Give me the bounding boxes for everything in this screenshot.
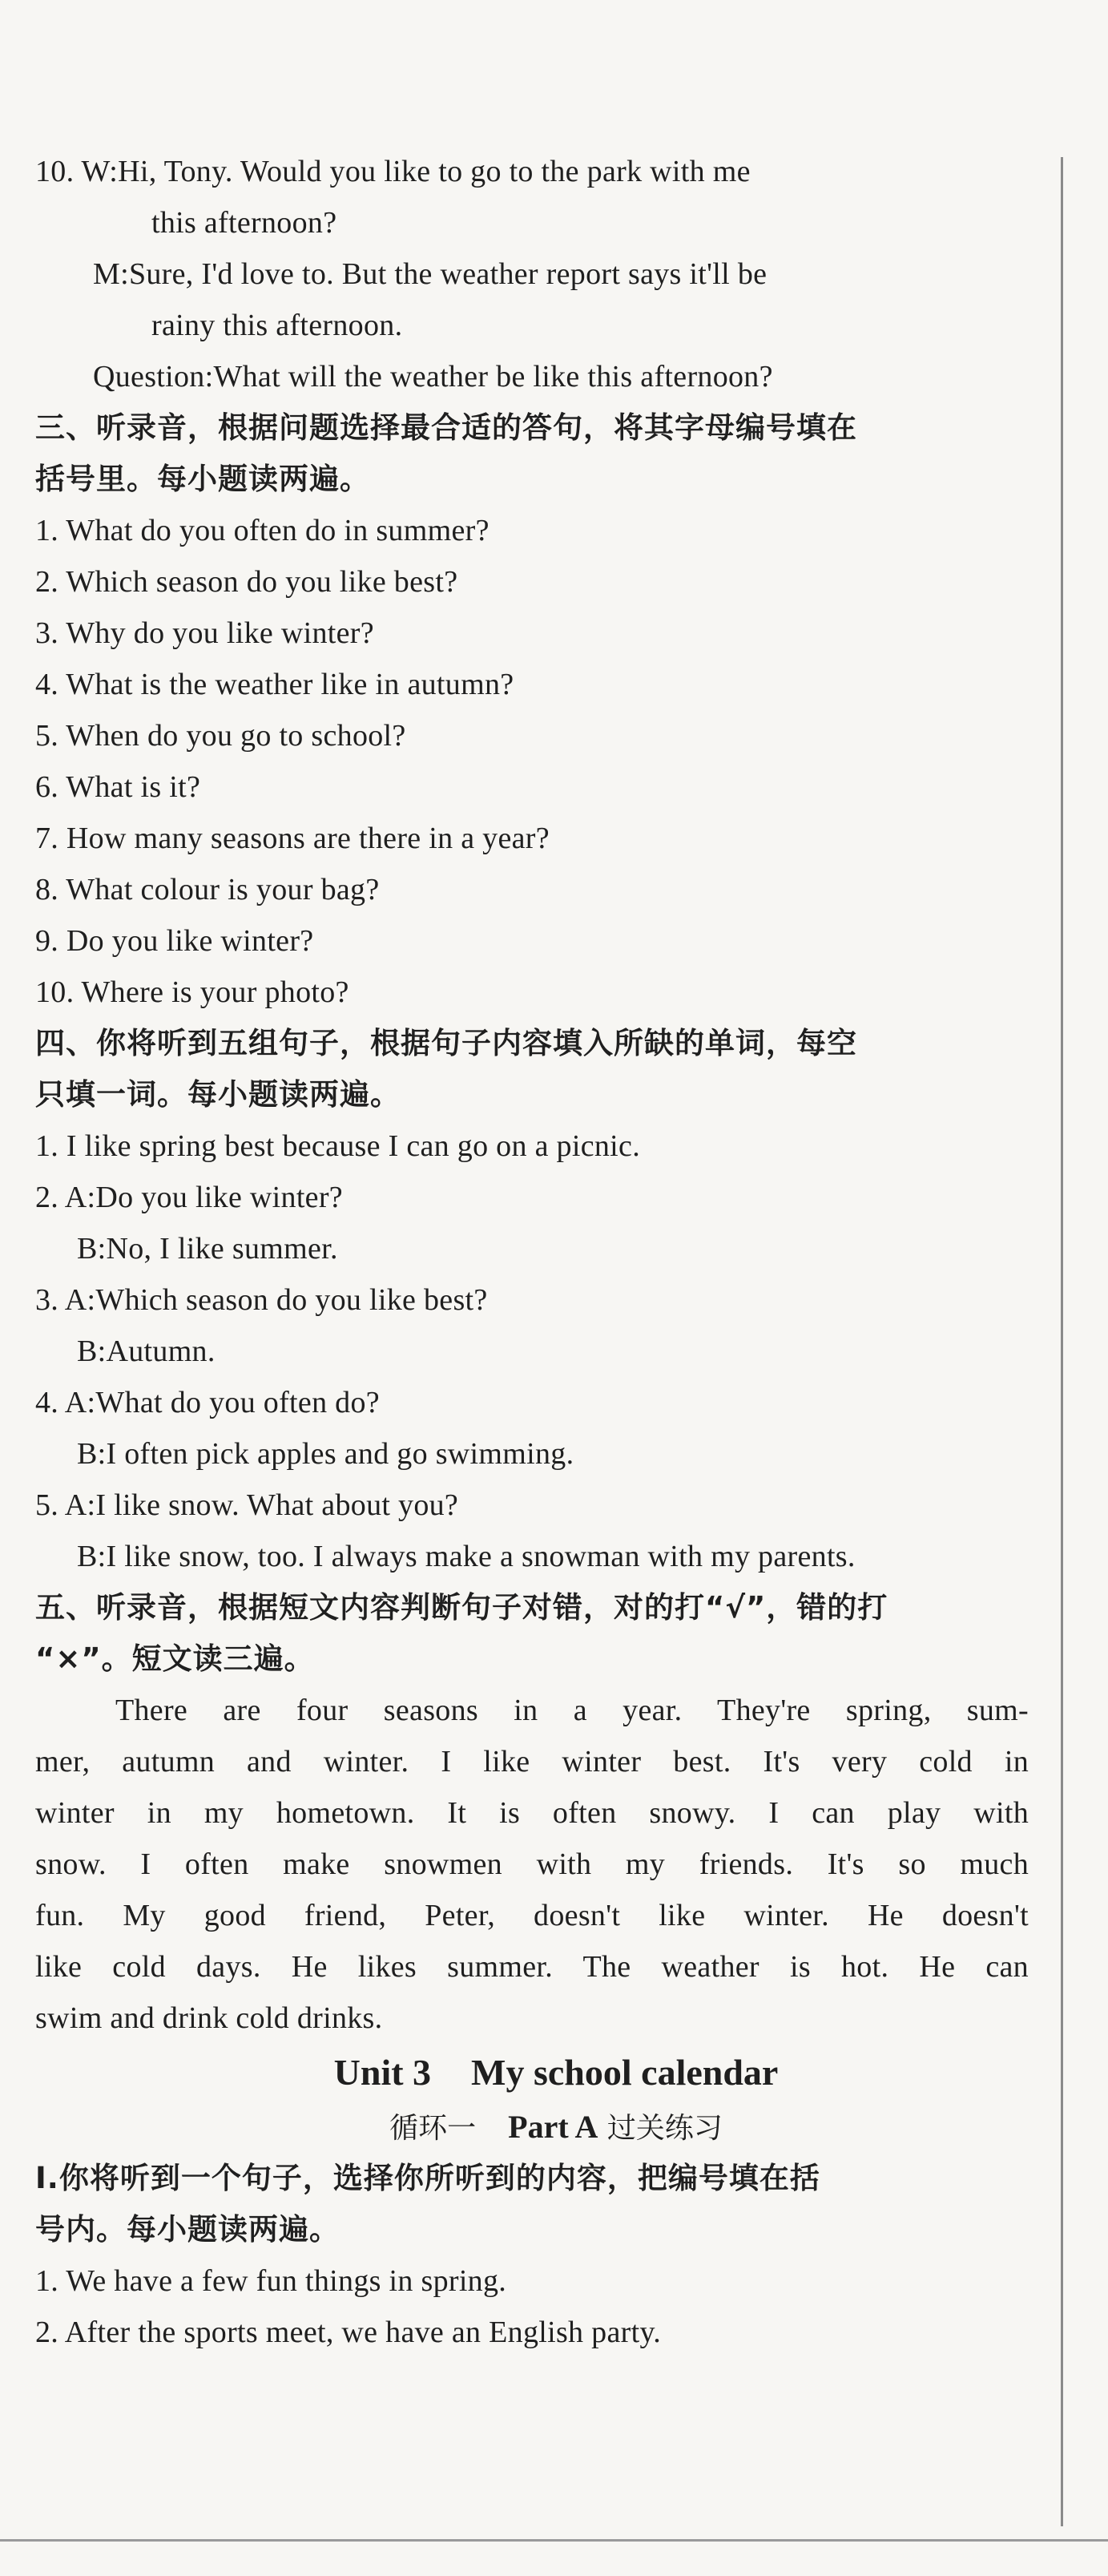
list-item: 6. What is it? xyxy=(35,770,201,804)
list-item: 2. Which season do you like best? xyxy=(35,565,458,599)
question-10-w-line: 10. W:Hi, Tony. Would you like to go to the park with me xyxy=(35,155,751,188)
list-item: 4. What is the weather like in autumn? xyxy=(35,668,514,701)
list-item: 7. How many seasons are there in a year? xyxy=(35,822,550,855)
list-item: B:I often pick apples and go swimming. xyxy=(77,1437,574,1471)
passage-line: There are four seasons in a year. They're spring, sum- xyxy=(115,1694,1029,1727)
passage-line: mer, autumn and winter. I like winter best. It's very cold in xyxy=(35,1745,1029,1779)
section-4-heading-continued: 只填一词。每小题读两遍。 xyxy=(35,1077,401,1112)
list-item: B:Autumn. xyxy=(77,1334,216,1368)
section-3-heading: 三、听录音，根据问题选择最合适的答句，将其字母编号填在 xyxy=(35,410,857,445)
passage-line: winter in my hometown. It is often snowy. I can play with xyxy=(35,1796,1029,1830)
list-item: 2. After the sports meet, we have an English party. xyxy=(35,2316,662,2349)
list-item: B:No, I like summer. xyxy=(77,1232,338,1266)
section-3-heading-continued: 括号里。每小题读两遍。 xyxy=(35,462,370,496)
list-item: B:I like snow, too. I always make a snowman with my parents. xyxy=(77,1540,856,1573)
question-10-m-continuation: rainy this afternoon. xyxy=(151,309,403,342)
passage-line: fun. My good friend, Peter, doesn't like winter. He doesn't xyxy=(35,1899,1029,1932)
unit-heading xyxy=(35,2044,1029,2102)
list-item: 1. We have a few fun things in spring. xyxy=(35,2264,507,2298)
unit-label: Unit 3 xyxy=(333,2052,432,2093)
question-10-m-line: M:Sure, I'd love to. But the weather report says it'll be xyxy=(93,257,768,291)
list-item: 3. A:Which season do you like best? xyxy=(35,1283,488,1317)
unit-title: My school calendar xyxy=(471,2052,779,2093)
passage-line: snow. I often make snowmen with my friends. It's so much xyxy=(35,1847,1029,1881)
list-item: 4. A:What do you often do? xyxy=(35,1386,380,1419)
page-right-rule xyxy=(1061,157,1063,2526)
section-4-heading: 四、你将听到五组句子，根据句子内容填入所缺的单词，每空 xyxy=(35,1026,857,1060)
passage-line: like cold days. He likes summer. The weather is hot. He can xyxy=(35,1950,1029,1984)
cycle-label: 循环一 xyxy=(389,2112,477,2145)
section-5-heading-continued: “×”。短文读三遍。 xyxy=(35,1641,315,1676)
part-label: Part A xyxy=(508,2109,598,2145)
list-item: 5. When do you go to school? xyxy=(35,719,406,753)
list-item: 8. What colour is your bag? xyxy=(35,873,380,906)
section-1-heading-continued: 号内。每小题读两遍。 xyxy=(35,2212,340,2247)
passage-line: swim and drink cold drinks. xyxy=(35,2001,383,2035)
list-item: 10. Where is your photo? xyxy=(35,975,349,1009)
cycle-heading xyxy=(35,2102,1029,2153)
list-item: 1. I like spring best because I can go on a picnic. xyxy=(35,1129,641,1163)
list-item: 9. Do you like winter? xyxy=(35,924,314,958)
practice-label: 过关练习 xyxy=(606,2112,723,2145)
section-5-heading: 五、听录音，根据短文内容判断句子对错，对的打“√”，错的打 xyxy=(35,1590,888,1625)
list-item: 1. What do you often do in summer? xyxy=(35,514,490,547)
list-item: 5. A:I like snow. What about you? xyxy=(35,1488,459,1522)
worksheet-content xyxy=(35,146,1029,2358)
section-1-heading: Ⅰ.你将听到一个句子，选择你所听到的内容，把编号填在括 xyxy=(35,2161,820,2195)
question-10-question-line: Question:What will the weather be like this afternoon? xyxy=(93,360,773,394)
list-item: 3. Why do you like winter? xyxy=(35,616,374,650)
question-10-w-continuation: this afternoon? xyxy=(151,206,337,240)
list-item: 2. A:Do you like winter? xyxy=(35,1181,343,1214)
page-bottom-rule xyxy=(0,2539,1108,2542)
